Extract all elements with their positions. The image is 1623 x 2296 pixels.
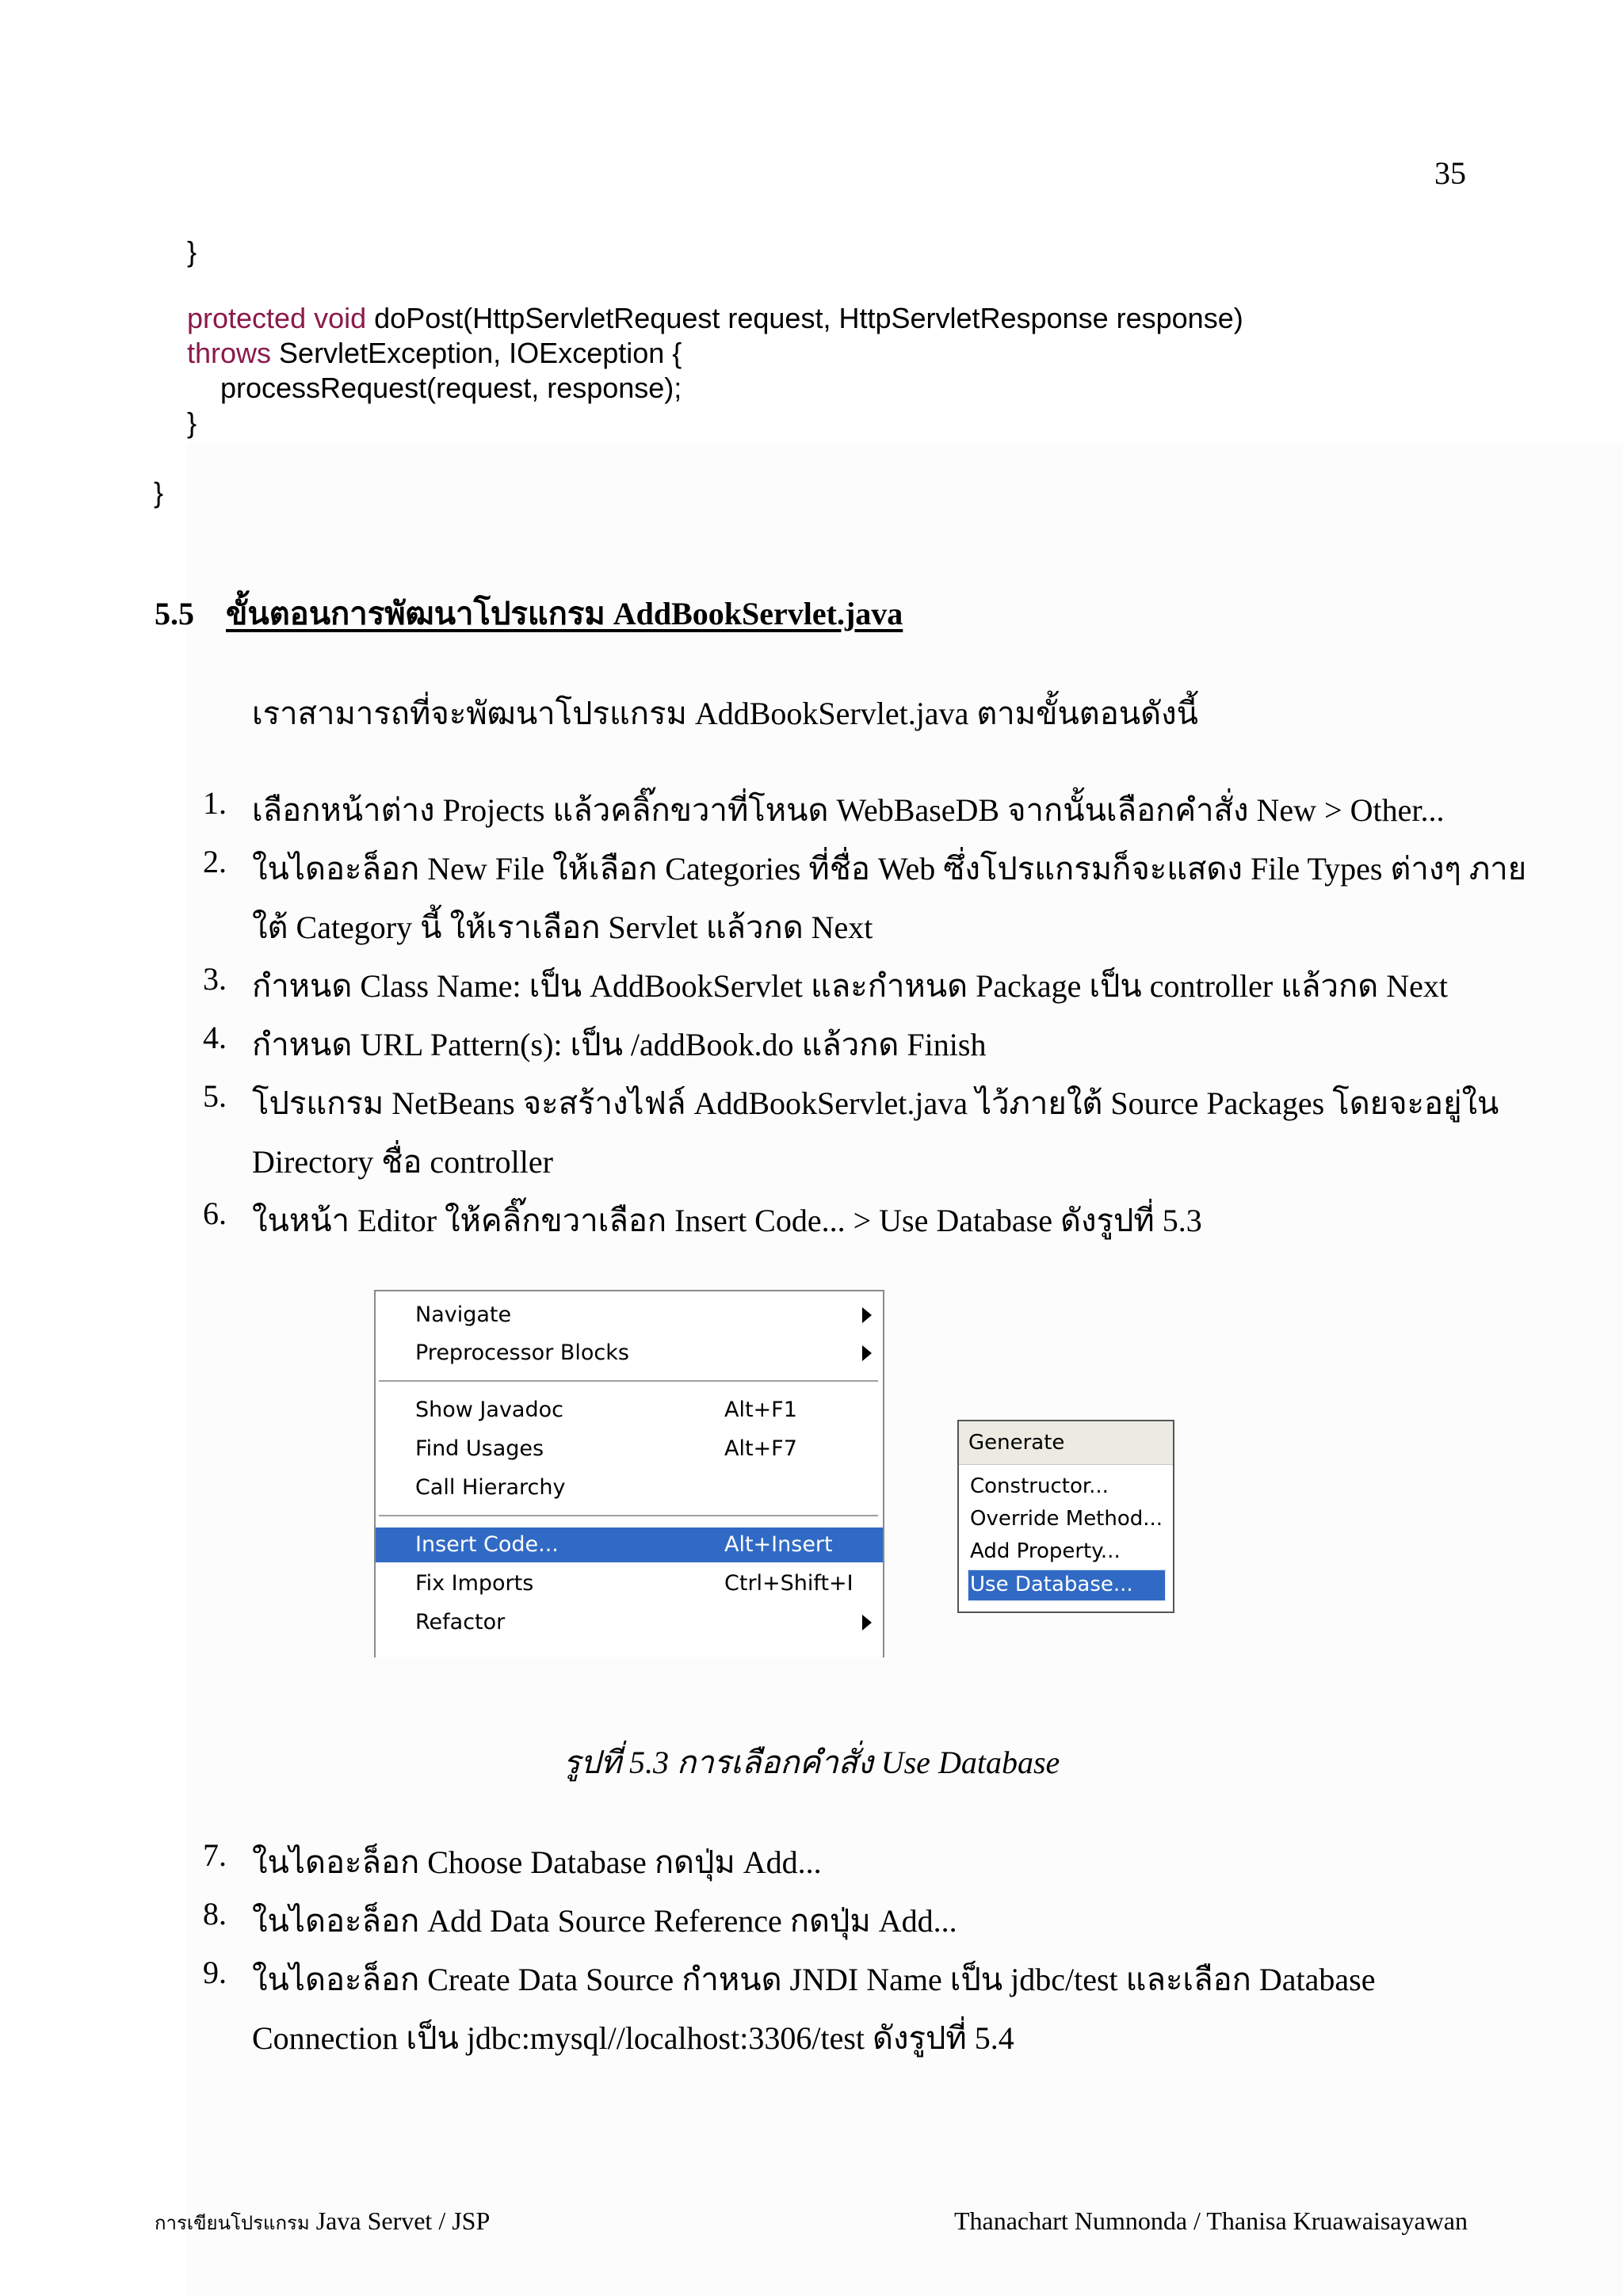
footer-thai: การเขียนโปรแกรม <box>155 2214 310 2234</box>
code-line-throws <box>187 336 682 371</box>
generate-popup-header <box>959 1421 1173 1465</box>
list-text: โปรแกรม NetBeans จะสร้างไฟล์ AddBookServlet.java ไว้ภายใต้ Source Packages โดยจะอยู่ใน <box>252 1085 1499 1121</box>
menu-item-show-javadoc[interactable]: Show Javadoc Alt+F1 <box>415 1398 797 1422</box>
list-text: กำหนด Class Name: เป็น AddBookServlet และกำหนด Package เป็น controller แล้วกด Next <box>252 968 1448 1004</box>
menu-item-insert-code[interactable]: Insert Code... Alt+Insert <box>376 1527 883 1562</box>
list-text: ในไดอะล็อก New File ให้เลือก Categories ที่ชื่อ Web ซึ่งโปรแกรมก็จะแสดง File Types ต่างๆ ภาย <box>252 851 1527 887</box>
code-line-close-class: } <box>154 476 164 509</box>
intro-paragraph: เราสามารถที่จะพัฒนาโปรแกรม AddBookServlet.java ตามขั้นตอนดังนี้ <box>252 696 1199 731</box>
context-menu <box>374 1290 884 1657</box>
list-text: เลือกหน้าต่าง Projects แล้วคลิ๊กขวาที่โหนด WebBaseDB จากนั้นเลือกคำสั่ง New > Other... <box>252 792 1445 828</box>
screenshot-crop-edge <box>376 1650 883 1657</box>
figure-caption: รูปที่ 5.3 การเลือกคำสั่ง Use Database <box>563 1745 1060 1780</box>
code-line-dopost <box>187 301 1243 336</box>
page-number: 35 <box>1434 155 1466 191</box>
list-text: กำหนด URL Pattern(s): เป็น /addBook.do แล้วกด Finish <box>252 1027 987 1062</box>
list-text: Connection เป็น jdbc:mysql//localhost:3306/test ดังรูปที่ 5.4 <box>252 2020 1014 2056</box>
menu-item-preprocessor-blocks[interactable]: Preprocessor Blocks <box>376 1336 883 1371</box>
code-keyword: protected void <box>187 302 367 334</box>
footer-right: Thanachart Numnonda / Thanisa Kruawaisayawan <box>953 2206 1468 2235</box>
list-number: 7. <box>203 1837 227 1873</box>
generate-item-constructor[interactable]: Constructor... <box>970 1474 1109 1498</box>
footer-en: Java Servet / JSP <box>309 2206 491 2235</box>
menu-item-call-hierarchy[interactable]: Call Hierarchy <box>415 1475 566 1500</box>
generate-item-use-database[interactable]: Use Database... <box>968 1570 1165 1600</box>
list-number: 2. <box>203 844 227 879</box>
list-number: 9. <box>203 1955 227 1990</box>
menu-item-navigate[interactable]: Navigate <box>376 1298 883 1333</box>
list-text: ในหน้า Editor ให้คลิ๊กขวาเลือก Insert Code... > Use Database ดังรูปที่ 5.3 <box>252 1203 1202 1238</box>
menu-item-find-usages[interactable]: Find Usages Alt+F7 <box>415 1436 797 1461</box>
list-text: ในไดอะล็อก Add Data Source Reference กดปุ่ม Add... <box>252 1903 957 1939</box>
list-text: ในไดอะล็อก Create Data Source กำหนด JNDI Name เป็น jdbc/test และเลือก Database <box>252 1962 1376 1997</box>
list-number: 6. <box>203 1196 227 1231</box>
generate-popup <box>957 1420 1174 1613</box>
menu-separator <box>379 1380 878 1383</box>
code-text: doPost(HttpServletRequest request, HttpServletResponse response) <box>366 302 1243 334</box>
list-text: Directory ชื่อ controller <box>252 1144 553 1180</box>
list-number: 5. <box>203 1078 227 1114</box>
list-text: ใต้ Category นี้ ให้เราเลือก Servlet แล้วกด Next <box>252 910 873 945</box>
code-line-close-method: } <box>187 406 197 439</box>
list-number: 4. <box>203 1020 227 1055</box>
generate-popup-title: Generate <box>968 1431 1065 1455</box>
menu-item-fix-imports[interactable]: Fix Imports Ctrl+Shift+I <box>415 1571 854 1596</box>
list-text: ในไดอะล็อก Choose Database กดปุ่ม Add... <box>252 1844 822 1880</box>
submenu-arrow-icon <box>862 1307 872 1323</box>
list-number: 1. <box>203 785 227 821</box>
code-text: ServletException, IOException { <box>271 337 682 369</box>
section-number: 5.5 <box>155 596 194 631</box>
code-line-brace: } <box>187 235 197 268</box>
generate-item-override-method[interactable]: Override Method... <box>970 1507 1163 1531</box>
code-line-process: processRequest(request, response); <box>220 372 682 404</box>
generate-item-add-property[interactable]: Add Property... <box>970 1539 1121 1563</box>
code-keyword: throws <box>187 337 272 369</box>
section-title: ขั้นตอนการพัฒนาโปรแกรม AddBookServlet.java <box>226 596 903 631</box>
submenu-arrow-icon <box>862 1615 872 1630</box>
list-number: 3. <box>203 961 227 997</box>
menu-separator <box>379 1515 878 1518</box>
submenu-arrow-icon <box>862 1345 872 1361</box>
section-heading <box>155 588 903 639</box>
list-number: 8. <box>203 1896 227 1932</box>
menu-item-refactor[interactable]: Refactor <box>376 1605 883 1640</box>
footer-left <box>155 2206 490 2238</box>
